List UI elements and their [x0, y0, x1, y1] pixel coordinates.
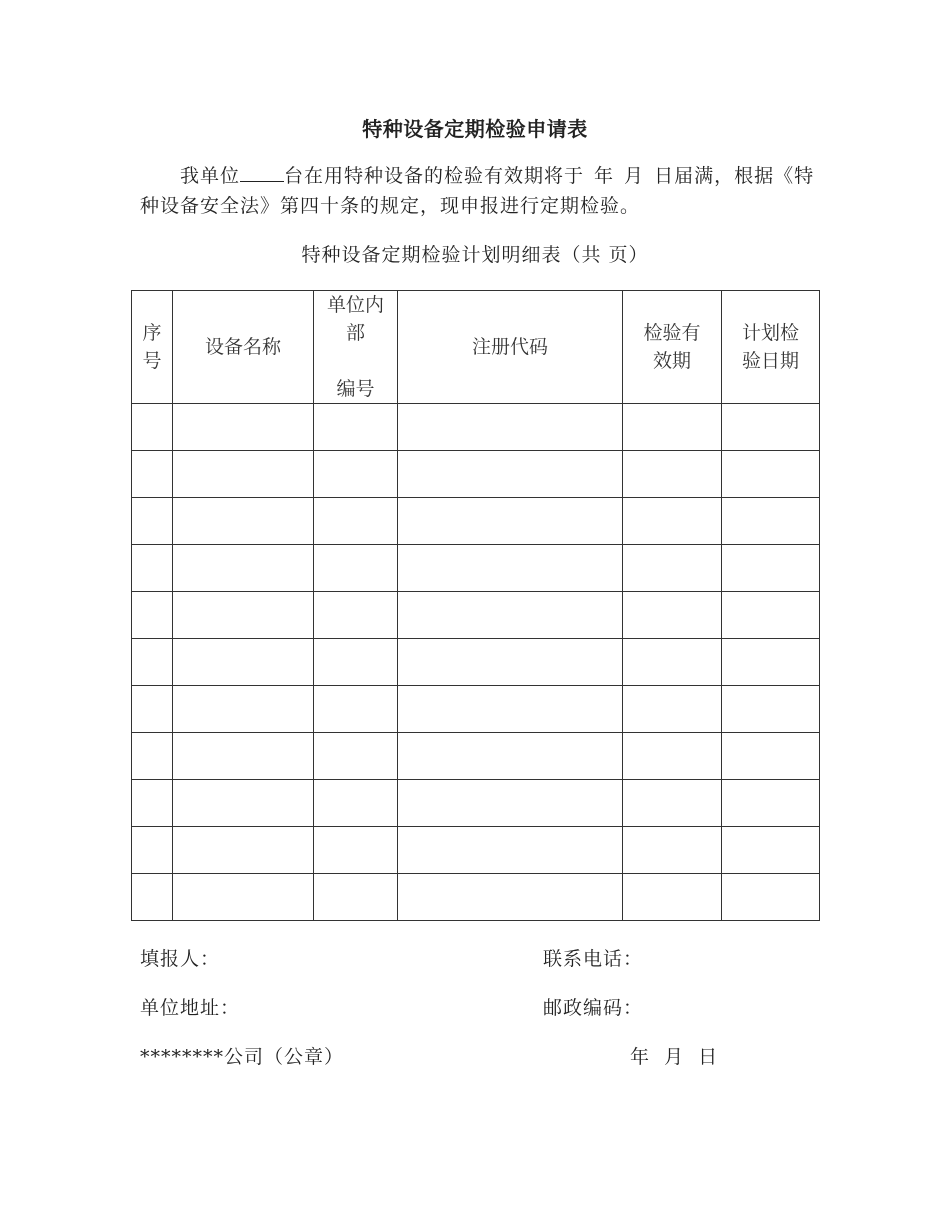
- table-cell[interactable]: [398, 404, 623, 451]
- signature-date: 年 月 日: [630, 1046, 719, 1068]
- table-cell[interactable]: [623, 780, 722, 827]
- table-row: [132, 545, 820, 592]
- table-body: [132, 404, 820, 921]
- table-row: [132, 686, 820, 733]
- table-cell[interactable]: [132, 451, 173, 498]
- table-cell[interactable]: [132, 498, 173, 545]
- table-cell[interactable]: [132, 780, 173, 827]
- table-cell[interactable]: [623, 733, 722, 780]
- table-cell[interactable]: [173, 827, 314, 874]
- table-cell[interactable]: [314, 545, 398, 592]
- table-cell[interactable]: [173, 733, 314, 780]
- table-cell[interactable]: [314, 874, 398, 921]
- table-cell[interactable]: [623, 827, 722, 874]
- table-cell[interactable]: [173, 639, 314, 686]
- table-cell[interactable]: [173, 780, 314, 827]
- address-label: 单位地址：: [140, 997, 241, 1019]
- table-cell[interactable]: [132, 733, 173, 780]
- intro-paragraph: [140, 161, 820, 221]
- table-cell[interactable]: [722, 780, 820, 827]
- table-cell[interactable]: [623, 874, 722, 921]
- table-cell[interactable]: [722, 451, 820, 498]
- table-cell[interactable]: [722, 404, 820, 451]
- table-cell[interactable]: [132, 404, 173, 451]
- table-cell[interactable]: [314, 404, 398, 451]
- header-registration-code: 注册代码: [398, 291, 623, 404]
- table-row: [132, 498, 820, 545]
- table-cell[interactable]: [173, 451, 314, 498]
- table-cell[interactable]: [623, 498, 722, 545]
- inspection-plan-table: [131, 290, 820, 921]
- intro-part-2: 台在用特种设备的检验有效期将于: [284, 165, 585, 187]
- table-subtitle: 特种设备定期检验计划明细表（共 页）: [301, 244, 649, 266]
- header-planned-date: 计划检 验日期: [722, 291, 820, 404]
- unit-count-blank: [240, 163, 284, 182]
- table-cell[interactable]: [398, 451, 623, 498]
- company-seal: ********公司（公章）: [140, 1046, 345, 1068]
- table-cell[interactable]: [398, 498, 623, 545]
- table-header-row: [132, 291, 820, 404]
- table-cell[interactable]: [398, 827, 623, 874]
- table-cell[interactable]: [132, 686, 173, 733]
- table-cell[interactable]: [314, 451, 398, 498]
- header-internal-number: 单位内 部 编号: [314, 291, 398, 404]
- table-row: [132, 451, 820, 498]
- table-cell[interactable]: [623, 686, 722, 733]
- table-cell[interactable]: [722, 545, 820, 592]
- intro-year: 年: [594, 165, 615, 187]
- table-cell[interactable]: [623, 545, 722, 592]
- table-cell[interactable]: [314, 639, 398, 686]
- table-cell[interactable]: [132, 545, 173, 592]
- table-cell[interactable]: [722, 733, 820, 780]
- header-equipment-name: 设备名称: [173, 291, 314, 404]
- table-cell[interactable]: [314, 592, 398, 639]
- table-cell[interactable]: [314, 733, 398, 780]
- table-cell[interactable]: [722, 686, 820, 733]
- header-serial-no: 序 号: [132, 291, 173, 404]
- table-cell[interactable]: [722, 827, 820, 874]
- table-cell[interactable]: [314, 498, 398, 545]
- table-cell[interactable]: [132, 874, 173, 921]
- table-cell[interactable]: [722, 639, 820, 686]
- table-row: [132, 827, 820, 874]
- table-row: [132, 733, 820, 780]
- postcode-label: 邮政编码：: [543, 997, 644, 1019]
- table-cell[interactable]: [173, 404, 314, 451]
- table-cell[interactable]: [173, 686, 314, 733]
- filler-label: 填报人：: [140, 948, 221, 970]
- table-cell[interactable]: [722, 498, 820, 545]
- table-cell[interactable]: [722, 592, 820, 639]
- intro-part-3: 日届满，根据《特种设备安全法》第四十条的规定，现申报进行定期检验。: [140, 165, 815, 217]
- table-cell[interactable]: [173, 874, 314, 921]
- table-cell[interactable]: [314, 827, 398, 874]
- table-cell[interactable]: [314, 686, 398, 733]
- intro-month: 月: [624, 165, 645, 187]
- table-row: [132, 592, 820, 639]
- table-cell[interactable]: [173, 498, 314, 545]
- table-cell[interactable]: [398, 592, 623, 639]
- table-cell[interactable]: [623, 639, 722, 686]
- table-cell[interactable]: [398, 733, 623, 780]
- table-cell[interactable]: [132, 639, 173, 686]
- table-row: [132, 874, 820, 921]
- table-cell[interactable]: [398, 780, 623, 827]
- table-cell[interactable]: [314, 780, 398, 827]
- table-cell[interactable]: [173, 592, 314, 639]
- table-cell[interactable]: [623, 592, 722, 639]
- table-cell[interactable]: [398, 874, 623, 921]
- table-row: [132, 780, 820, 827]
- intro-part-1: 我单位: [180, 165, 241, 187]
- table-cell[interactable]: [722, 874, 820, 921]
- table-cell[interactable]: [623, 451, 722, 498]
- table-row: [132, 639, 820, 686]
- table-cell[interactable]: [132, 827, 173, 874]
- header-validity-period: 检验有 效期: [623, 291, 722, 404]
- table-cell[interactable]: [132, 592, 173, 639]
- table-cell[interactable]: [173, 545, 314, 592]
- table-cell[interactable]: [398, 545, 623, 592]
- table-row: [132, 404, 820, 451]
- page-title: 特种设备定期检验申请表: [362, 117, 588, 141]
- table-cell[interactable]: [623, 404, 722, 451]
- table-cell[interactable]: [398, 639, 623, 686]
- table-cell[interactable]: [398, 686, 623, 733]
- phone-label: 联系电话：: [543, 948, 644, 970]
